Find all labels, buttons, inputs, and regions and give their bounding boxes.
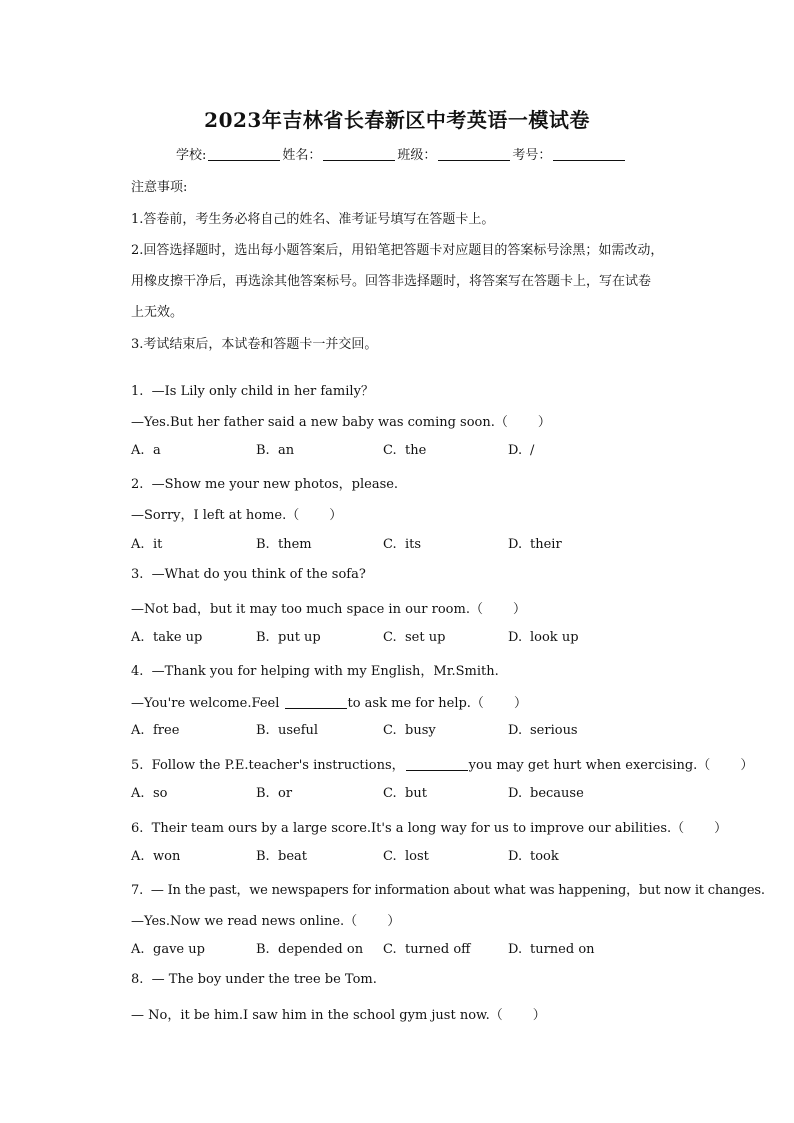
- option-c[interactable]: C. its: [383, 537, 422, 552]
- question-number: 8.: [131, 972, 144, 987]
- note-item-3: 3.考试结束后，本试卷和答题卡一并交回。: [131, 337, 378, 352]
- option-b[interactable]: B. put up: [256, 630, 321, 645]
- answer-blank[interactable]: [285, 696, 347, 709]
- option-b[interactable]: B. an: [256, 443, 295, 458]
- note-item-1: 1.答卷前，考生务必将自己的姓名、准考证号填写在答题卡上。: [131, 212, 495, 227]
- question-1-stem: [131, 380, 374, 399]
- note-item-2-line-1: 2.回答选择题时，选出每小题答案后，用铅笔把答题卡对应题目的答案标号涂黑；如需改动，: [131, 243, 664, 258]
- option-a[interactable]: A. free: [131, 723, 180, 738]
- number-blank[interactable]: [553, 148, 625, 161]
- option-c[interactable]: C. turned off: [383, 942, 471, 957]
- question-5-stem: 5. Follow the P.E.teacher's instructions， you may get hurt when exercising.（ ）: [131, 758, 754, 773]
- notes-heading: 注意事项:: [131, 180, 188, 195]
- option-b[interactable]: B. or: [256, 786, 293, 801]
- question-2-reply: —Sorry，I left at home.（ ）: [131, 508, 343, 523]
- student-info-row: [176, 144, 627, 163]
- option-a[interactable]: A. a: [131, 443, 161, 458]
- school-blank[interactable]: [208, 148, 280, 161]
- option-a[interactable]: A. it: [131, 537, 163, 552]
- option-c[interactable]: C. but: [383, 786, 427, 801]
- question-text: —Is Lily only child in her family？: [151, 384, 374, 399]
- name-label: 姓名：: [282, 148, 322, 163]
- question-number: 3.: [131, 567, 144, 582]
- question-4-stem: [131, 660, 499, 679]
- question-number: 6.: [131, 821, 144, 836]
- question-6-stem: 6. Their team ours by a large score.It's a long way for us to improve our abilities.（ ）: [131, 821, 728, 836]
- option-d[interactable]: D. turned on: [508, 942, 595, 957]
- note-item-2-line-2: 用橡皮擦干净后，再选涂其他答案标号。回答非选择题时，将答案写在答题卡上，写在试卷: [131, 274, 652, 289]
- answer-blank[interactable]: [406, 758, 468, 771]
- school-label: 学校:: [176, 148, 207, 163]
- number-label: 考号：: [512, 148, 552, 163]
- option-c[interactable]: C. busy: [383, 723, 436, 738]
- question-text: —Show me your new photos，please.: [151, 477, 399, 492]
- question-number: 2.: [131, 477, 144, 492]
- option-b[interactable]: B. them: [256, 537, 312, 552]
- option-d[interactable]: D. their: [508, 537, 562, 552]
- option-b[interactable]: B. beat: [256, 849, 307, 864]
- option-d[interactable]: D. because: [508, 786, 584, 801]
- option-b[interactable]: B. depended on: [256, 942, 364, 957]
- question-7-reply: —Yes.Now we read news online.（ ）: [131, 914, 401, 929]
- name-blank[interactable]: [323, 148, 395, 161]
- question-text: —What do you think of the sofa?: [151, 567, 366, 582]
- question-8-stem: [131, 972, 377, 987]
- question-number: 1.: [131, 384, 144, 399]
- question-text: — The boy under the tree be Tom.: [151, 972, 377, 987]
- question-number: 4.: [131, 664, 144, 679]
- question-text: — In the past，we newspapers for information about what was happening，but now it changes.: [150, 883, 765, 898]
- question-1-reply: —Yes.But her father said a new baby was coming soon.（ ）: [131, 415, 551, 430]
- option-a[interactable]: A. gave up: [131, 942, 205, 957]
- option-d[interactable]: D. /: [508, 443, 535, 458]
- option-c[interactable]: C. the: [383, 443, 427, 458]
- option-d[interactable]: D. took: [508, 849, 559, 864]
- option-a[interactable]: A. so: [131, 786, 168, 801]
- question-7-stem: [131, 879, 765, 898]
- class-label: 班级：: [397, 148, 437, 163]
- option-a[interactable]: A. won: [131, 849, 181, 864]
- option-b[interactable]: B. useful: [256, 723, 319, 738]
- question-number: 5.: [131, 758, 144, 773]
- question-number: 7.: [131, 883, 144, 898]
- option-c[interactable]: C. lost: [383, 849, 429, 864]
- class-blank[interactable]: [438, 148, 510, 161]
- question-3-reply: —Not bad，but it may too much space in our room.（ ）: [131, 602, 526, 617]
- question-2-stem: [131, 473, 398, 492]
- question-4-reply: —You're welcome.Feel to ask me for help.（ ）: [131, 696, 527, 711]
- option-c[interactable]: C. set up: [383, 630, 446, 645]
- question-8-reply: — No，it be him.I saw him in the school gym just now.（ ）: [131, 1008, 546, 1023]
- question-text: —Thank you for helping with my English，Mr.Smith.: [151, 664, 499, 679]
- note-item-2-line-3: 上无效。: [131, 305, 184, 320]
- option-d[interactable]: D. serious: [508, 723, 578, 738]
- option-d[interactable]: D. look up: [508, 630, 579, 645]
- page-title: 2023年吉林省长春新区中考英语一模试卷: [204, 108, 590, 132]
- question-3-stem: [131, 567, 366, 582]
- option-a[interactable]: A. take up: [131, 630, 203, 645]
